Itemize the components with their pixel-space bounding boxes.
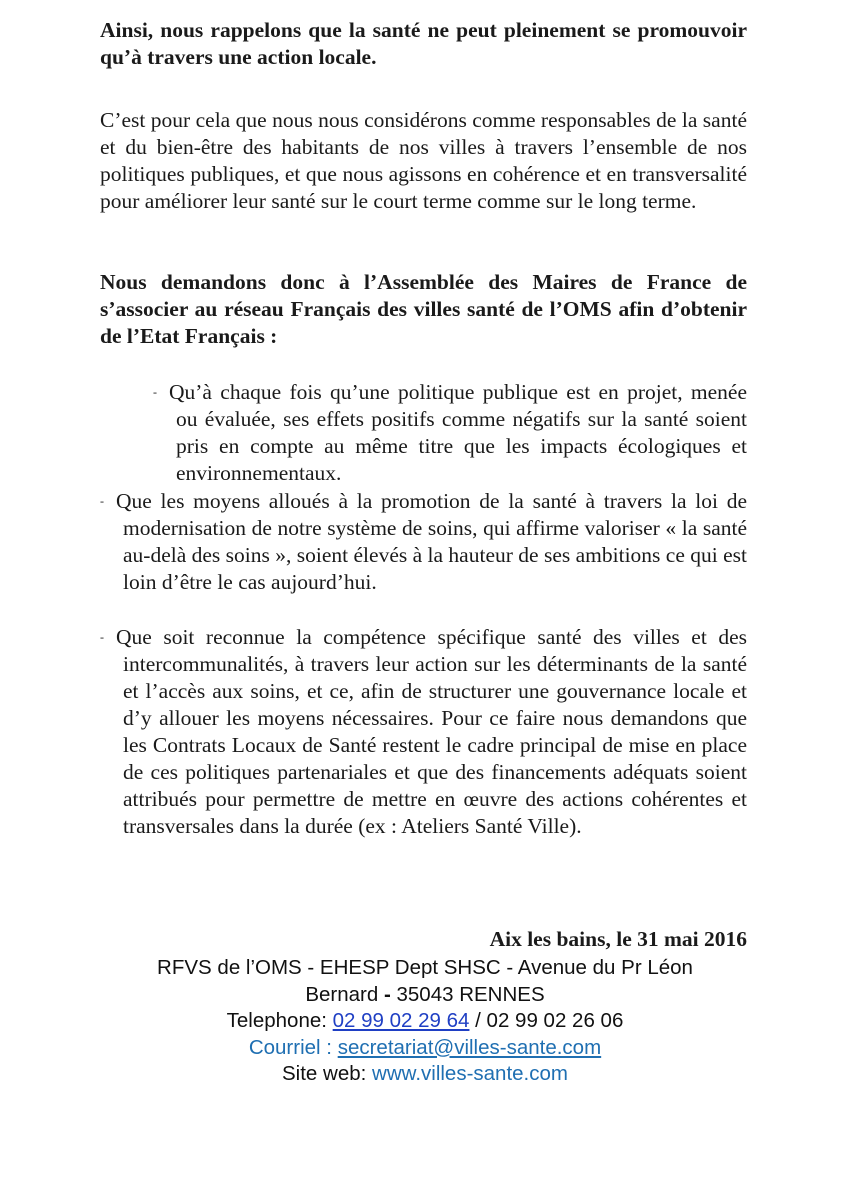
email-line	[110, 1035, 740, 1062]
bullet-dash: -	[100, 494, 104, 508]
address-line-2	[110, 982, 740, 1009]
place-date: Aix les bains, le 31 mai 2016	[489, 927, 747, 951]
address-street-end: Bernard	[305, 982, 379, 1006]
bullet-dash: -	[153, 385, 157, 399]
bullet-text: Que soit reconnue la compétence spécifique santé des villes et des intercommunalités, à travers leur action sur les déterminants de la santé et l’accès aux soins, et ce, afin de structurer une gouvernance locale et d’y allouer les moyens nécessaires. Pour ce faire nous demandons que les Contrats Locaux de Santé restent le cadre principal de mise en place de ces politiques partenariales et que des financements adéquats soient attribués pour permettre de mettre en œuvre des actions cohérentes et transversales dans la durée (ex : Ateliers Santé Ville).	[116, 625, 747, 838]
email-label: Courriel :	[248, 1035, 338, 1059]
intro-bold-paragraph: Ainsi, nous rappelons que la santé ne peut pleinement se promouvoir qu’à travers une action locale.	[100, 18, 747, 69]
website-line	[110, 1061, 740, 1088]
address-separator: -	[378, 982, 397, 1006]
phone-label: Telephone:	[226, 1009, 333, 1032]
request-bold-paragraph: Nous demandons donc à l’Assemblée des Maires de France de s’associer au réseau Français des villes santé de l’OMS afin d’obtenir de l’Etat Français :	[100, 270, 747, 348]
responsibility-paragraph: C’est pour cela que nous nous considérons comme responsables de la santé et du bien-être des habitants de nos villes à travers l’ensemble de nos politiques publiques, et que nous agissons en cohérence et en transversalité pour améliorer leur santé sur le court terme comme sur le long terme.	[100, 108, 747, 213]
email-link[interactable]: secretariat@villes-sante.com	[337, 1035, 602, 1059]
bullet-item-1	[153, 379, 747, 487]
phone-link[interactable]: 02 99 02 29 64	[332, 1009, 470, 1032]
bullet-dash: -	[100, 630, 104, 644]
phone-secondary: 02 99 02 26 06	[486, 1009, 624, 1032]
address-city: 35043 RENNES	[396, 982, 545, 1006]
website-link[interactable]: www.villes-sante.com	[372, 1062, 568, 1085]
website-label: Site web:	[282, 1062, 373, 1085]
bullet-text: Que les moyens alloués à la promotion de la santé à travers la loi de modernisation de notre système de soins, qui affirme valoriser « la santé au-delà des soins », soient élevés à la hauteur de ses ambitions ce qui est loin d’être le cas aujourd’hui.	[116, 489, 747, 594]
phone-separator: /	[469, 1009, 487, 1032]
bullet-item-2	[100, 488, 747, 596]
phone-line	[110, 1008, 740, 1035]
contact-footer	[110, 955, 740, 1088]
bullet-text: Qu’à chaque fois qu’une politique publique est en projet, menée ou évaluée, ses effets positifs comme négatifs sur la santé soient pris en compte au même titre que les impacts écologiques et environnementaux.	[169, 380, 747, 485]
bullet-item-3	[100, 624, 747, 840]
address-line-1: RFVS de l’OMS - EHESP Dept SHSC - Avenue du Pr Léon	[157, 956, 693, 979]
